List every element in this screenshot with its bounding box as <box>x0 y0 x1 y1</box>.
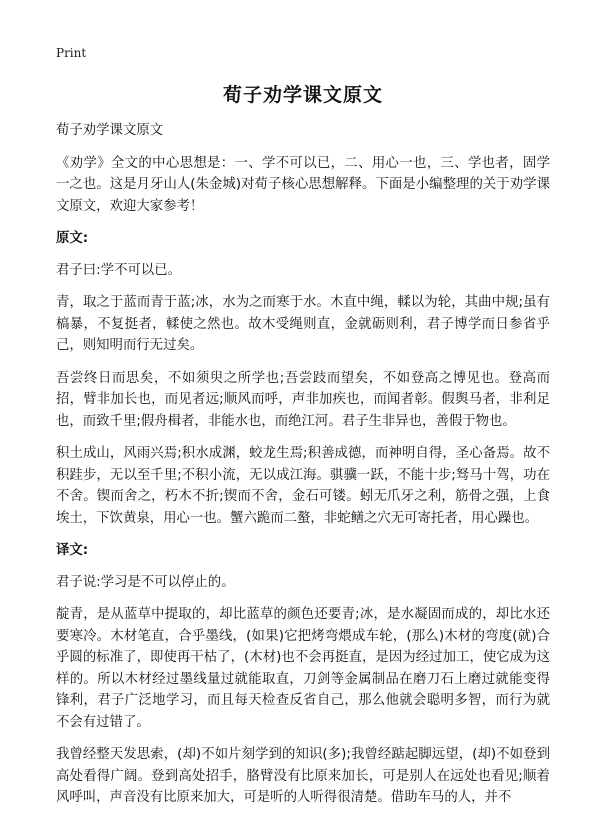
original-heading: 原文: <box>56 231 89 246</box>
translation-paragraph: 靛青，是从蓝草中提取的，却比蓝草的颜色还要青;冰，是水凝固而成的，却比水还要寒冷。木材笔直，合乎墨线，(如果)它把烤弯煨成车轮，(那么)木材的弯度(就)合乎圆的标准了，即使再干枯了，(木材)也不会再挺直，是因为经过加工，使它成为这样的。所以木材经过墨线量过就能取直，刀剑等金属制品在磨刀石上磨过就能变得锋利，君子广泛地学习，而且每天检查反省自己，那么他就会聪明多智，而行为就不会有过错了。 <box>56 607 550 730</box>
article-intro: 《劝学》全文的中心思想是：一、学不可以已，二、用心一也，三、学也者，固学一之也。这是月牙山人(朱金城)对荀子核心思想解释。下面是小编整理的关于劝学课文原文，欢迎大家参考！ <box>56 155 550 214</box>
page-title: 荀子劝学课文原文 <box>222 84 383 106</box>
article-subtitle: 荀子劝学课文原文 <box>56 123 164 138</box>
original-paragraph: 青，取之于蓝而青于蓝;冰，水为之而寒于水。木直中绳，輮以为轮，其曲中规;虽有槁暴，不复挺者，輮使之然也。故木受绳则直，金就砺则利，君子博学而日参省乎己，则知明而行无过矣。 <box>56 295 550 353</box>
translation-paragraph: 君子说:学习是不可以停止的。 <box>56 574 235 590</box>
translation-paragraph: 我曾经整天发思索，(却)不如片刻学到的知识(多);我曾经踮起脚远望，(却)不如登到高处看得广阔。登到高处招手，胳臂没有比原来加长，可是别人在远处也看见;顺着风呼叫，声音没有比原来加大，可是听的人听得很清楚。借助车马的人，并不 <box>56 747 550 805</box>
original-paragraph: 积土成山，风雨兴焉;积水成渊，蛟龙生焉;积善成德，而神明自得，圣心备焉。故不积跬步，无以至千里;不积小流，无以成江海。骐骥一跃，不能十步;驽马十驾，功在不舍。锲而舍之，朽木不折;锲而不舍，金石可镂。蚓无爪牙之利，筋骨之强，上食埃土，下饮黄泉，用心一也。蟹六跪而二螯，非蛇鳝之穴无可寄托者，用心躁也。 <box>56 446 550 526</box>
original-paragraph: 吾尝终日而思矣，不如须臾之所学也;吾尝跂而望矣，不如登高之博见也。登高而招，臂非加长也，而见者远;顺风而呼，声非加疾也，而闻者彰。假舆马者，非利足也，而致千里;假舟楫者，非能水也，而绝江河。君子生非异也，善假于物也。 <box>56 370 550 429</box>
article-body <box>56 120 550 820</box>
translation-heading: 译文: <box>56 543 89 558</box>
print-link[interactable]: Print <box>56 46 87 60</box>
original-paragraph: 君子曰:学不可以已。 <box>56 262 182 278</box>
